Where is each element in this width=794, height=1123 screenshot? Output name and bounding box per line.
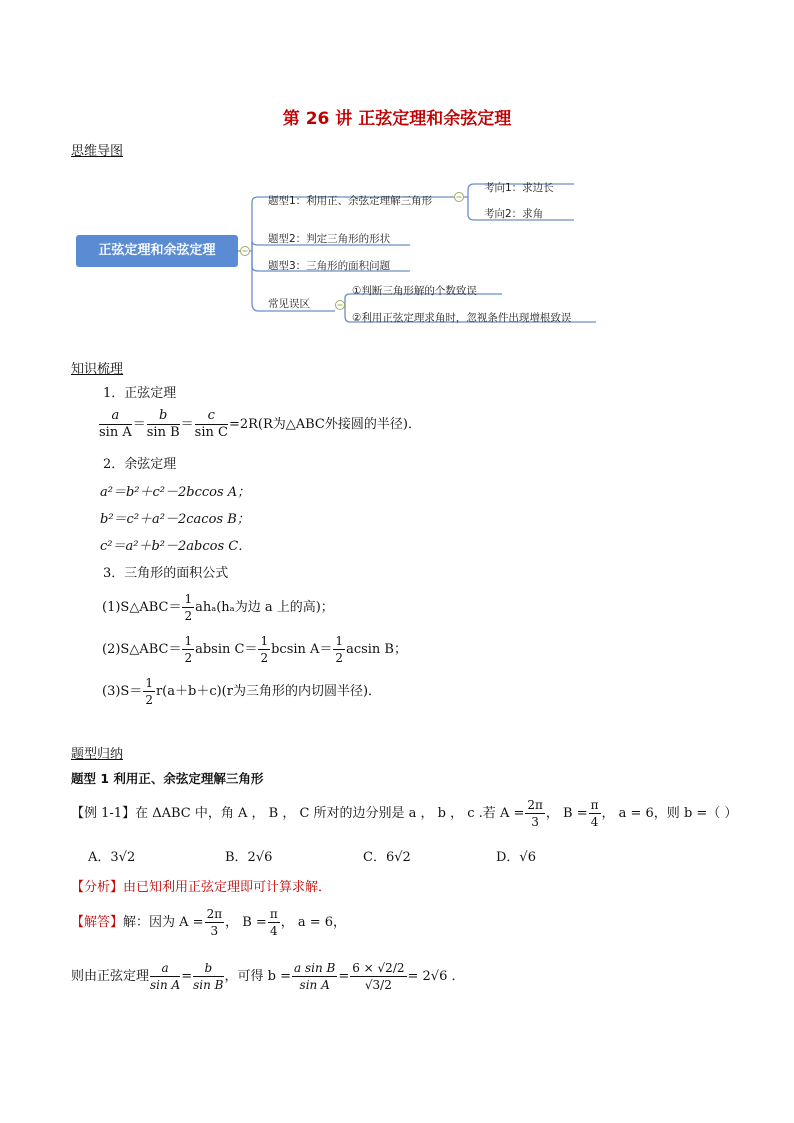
mindmap-root-node: 正弦定理和余弦定理: [76, 235, 238, 267]
analysis-tag: 【分析】: [71, 880, 124, 895]
page-title: 第 26 讲 正弦定理和余弦定理: [282, 109, 512, 129]
cosine-law-heading: 2．余弦定理: [103, 457, 177, 472]
sine-law-heading: 1．正弦定理: [103, 386, 177, 401]
mindmap-branch-4: 常见误区: [268, 298, 310, 310]
cosine-law-line-1: a²＝b²＋c²－2bccos A；: [100, 485, 251, 500]
type-1-heading: 题型 1 利用正、余弦定理解三角形: [71, 771, 264, 786]
option-b: B．2√6: [225, 850, 273, 865]
sine-law-formula: $\frac{a}{\text{sin A}}$ ＝ $\frac{b}{\text{sin B}}$ ＝ $\frac{c}{\text{sin C}}$ =2R(R为△ABC外接圆的半径)．: [99, 408, 421, 440]
area-formula-heading: 3．三角形的面积公式: [103, 566, 229, 581]
mindmap-branch-1-sub-2: 考向2：求角: [484, 208, 544, 220]
mindmap-branch-3: 题型3：三角形的面积问题: [268, 260, 391, 272]
mindmap-branch-4-sub-1: ①判断三角形解的个数致误: [352, 285, 477, 297]
area-formula-3: (3)S＝ $\frac{1}{2}$ r(a＋b＋c)(r为三角形的内切圆半径)．: [102, 676, 382, 707]
mindmap-branch-1-sub-1: 考向1：求边长: [484, 182, 554, 194]
area-formula-1: (1)S△ABC＝ $\frac{1}{2}$ ahₐ(hₐ为边 a 上的高)；: [102, 592, 334, 623]
example-1-1: 【例 1-1】在 ΔABC 中，角 A ， B ， C 所对的边分别是 a ， b ， c .若 A = $\frac{2\pi}{3}$ ， B = $\frac{\pi}{4}$ ， a = 6，则 b =（ ）: [71, 798, 738, 829]
mindmap-branch-2: 题型2：判定三角形的形状: [268, 233, 391, 245]
cosine-law-line-2: b²＝c²＋a²－2cacos B；: [100, 512, 250, 527]
answer-line: 【解答】解：因为 A = $\frac{2\pi}{3}$ ， B = $\frac{\pi}{4}$ ， a = 6，: [71, 907, 347, 938]
answer-tag: 【解答】: [71, 915, 124, 930]
area-formula-2: (2)S△ABC＝ $\frac{1}{2}$ absin C＝ $\frac{1}{2}$ bcsin A＝ $\frac{1}{2}$ acsin B；: [102, 634, 407, 665]
option-d: D．√6: [496, 850, 536, 865]
knowledge-heading: 知识梳理: [71, 362, 124, 377]
mindmap-branch-4-sub-2: ②利用正弦定理求角时，忽视条件出现增根致误: [352, 312, 572, 324]
mindmap-branch-1: 题型1：利用正、余弦定理解三角形: [268, 195, 433, 207]
cosine-law-line-3: c²＝a²＋b²－2abcos C．: [100, 539, 252, 554]
final-computation: 则由正弦定理 $\frac{a}{\text{sin A}}$ = $\frac{b}{\text{sin B}}$ ，可得 b = $\frac{\text{a sin B}}{\text{sin A}}$ = $\frac{6 \times √2/2}{√3/2}$ = 2√6 ．: [71, 961, 465, 992]
option-a: A．3√2: [88, 850, 136, 865]
types-heading: 题型归纳: [71, 747, 124, 762]
option-c: C．6√2: [363, 850, 411, 865]
mindmap-heading: 思维导图: [71, 144, 124, 159]
analysis-line: 【分析】由已知利用正弦定理即可计算求解．: [71, 880, 332, 895]
